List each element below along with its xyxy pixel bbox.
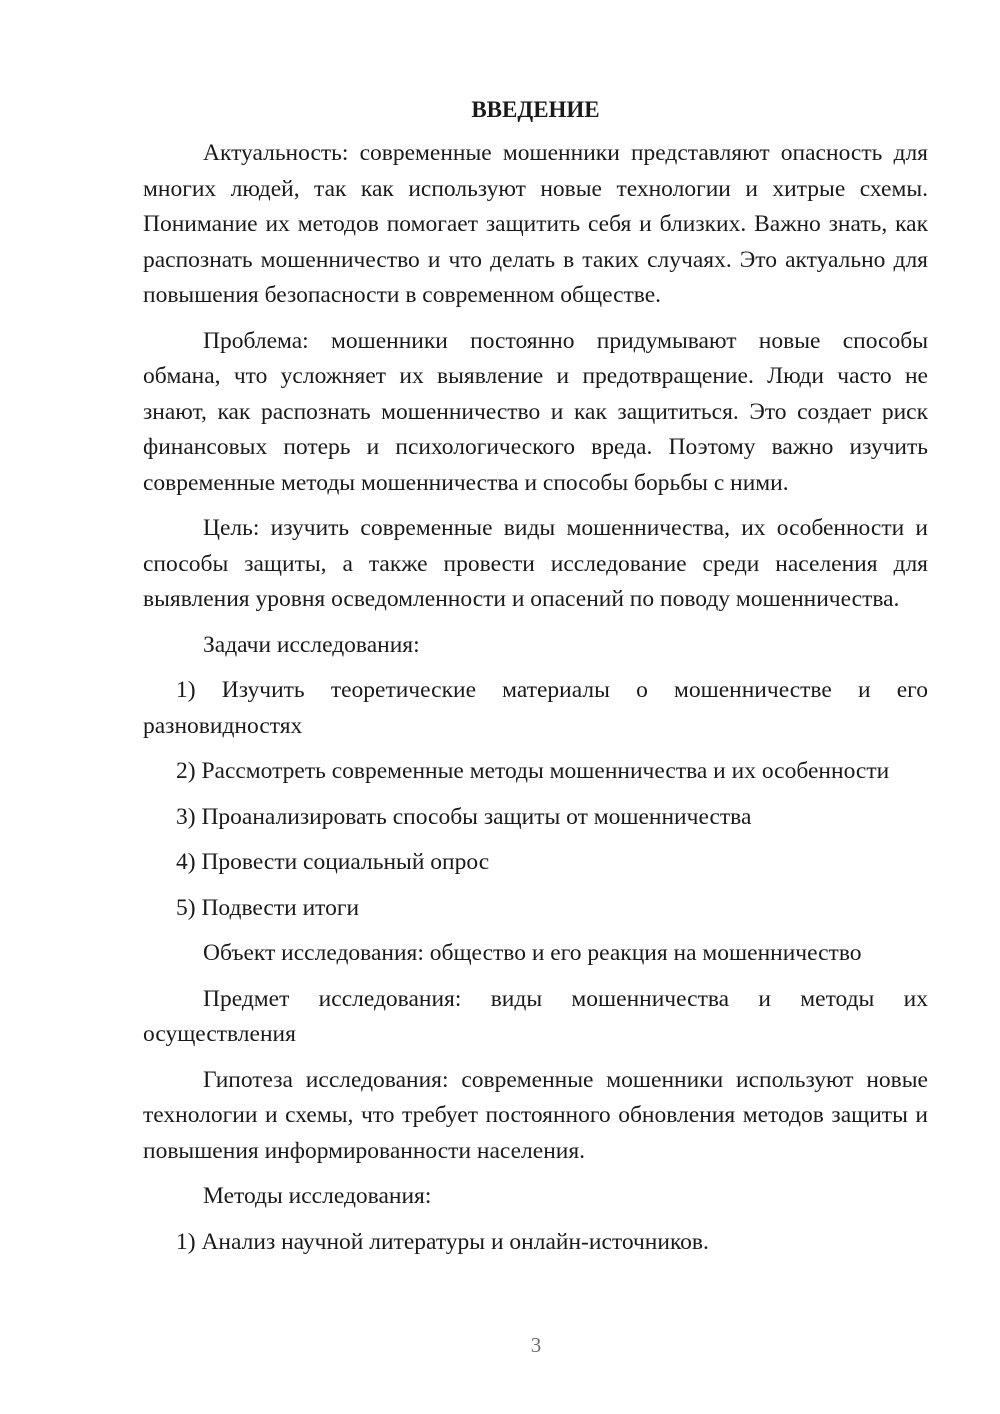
- task-item-1: 1) Изучить теоретические материалы о мошенничестве и его разновидностях: [143, 677, 928, 739]
- document-body: [143, 94, 928, 1270]
- goal-paragraph: Цель: изучить современные виды мошенничества, их особенности и способы защиты, а также провести исследование среди населения для выявления уровня осведомленности и опасений по поводу мошенничества.: [143, 515, 928, 612]
- task-item-3: 3) Проанализировать способы защиты от мошенничества: [176, 803, 752, 830]
- page-number: 3: [530, 1333, 542, 1357]
- task-item-2: 2) Рассмотреть современные методы мошенничества и их особенности: [176, 758, 890, 784]
- method-item-1: 1) Анализ научной литературы и онлайн-источников.: [176, 1228, 709, 1255]
- section-heading: ВВЕДЕНИЕ: [471, 97, 600, 122]
- relevance-paragraph: Актуальность: современные мошенники представляют опасность для многих людей, так как используют новые технологии и хитрые схемы. Понимание их методов помогает защитить себя и близких. Важно знать, как распознать мошенничество и что делать в таких случаях. Это актуально для повышения безопасности в современном обществе.: [143, 140, 928, 308]
- object-paragraph: Объект исследования: общество и его реакция на мошенничество: [203, 940, 862, 966]
- task-item-4: 4) Провести социальный опрос: [176, 849, 490, 875]
- hypothesis-paragraph: Гипотеза исследования: современные мошенники используют новые технологии и схемы, что требует постоянного обновления методов защиты и повышения информированности населения.: [143, 1066, 928, 1164]
- methods-label: Методы исследования:: [203, 1183, 432, 1209]
- subject-paragraph: Предмет исследования: виды мошенничества и методы их осуществления: [143, 985, 928, 1047]
- problem-paragraph: Проблема: мошенники постоянно придумывают новые способы обмана, что усложняет их выявление и предотвращение. Люди часто не знают, как распознать мошенничество и как защититься. Это создает риск финансовых потерь и психологического вреда. Поэтому важно изучить современные методы мошенничества и способы борьбы с ними.: [143, 327, 928, 496]
- task-item-5: 5) Подвести итоги: [176, 894, 360, 921]
- tasks-label: Задачи исследования:: [203, 631, 420, 658]
